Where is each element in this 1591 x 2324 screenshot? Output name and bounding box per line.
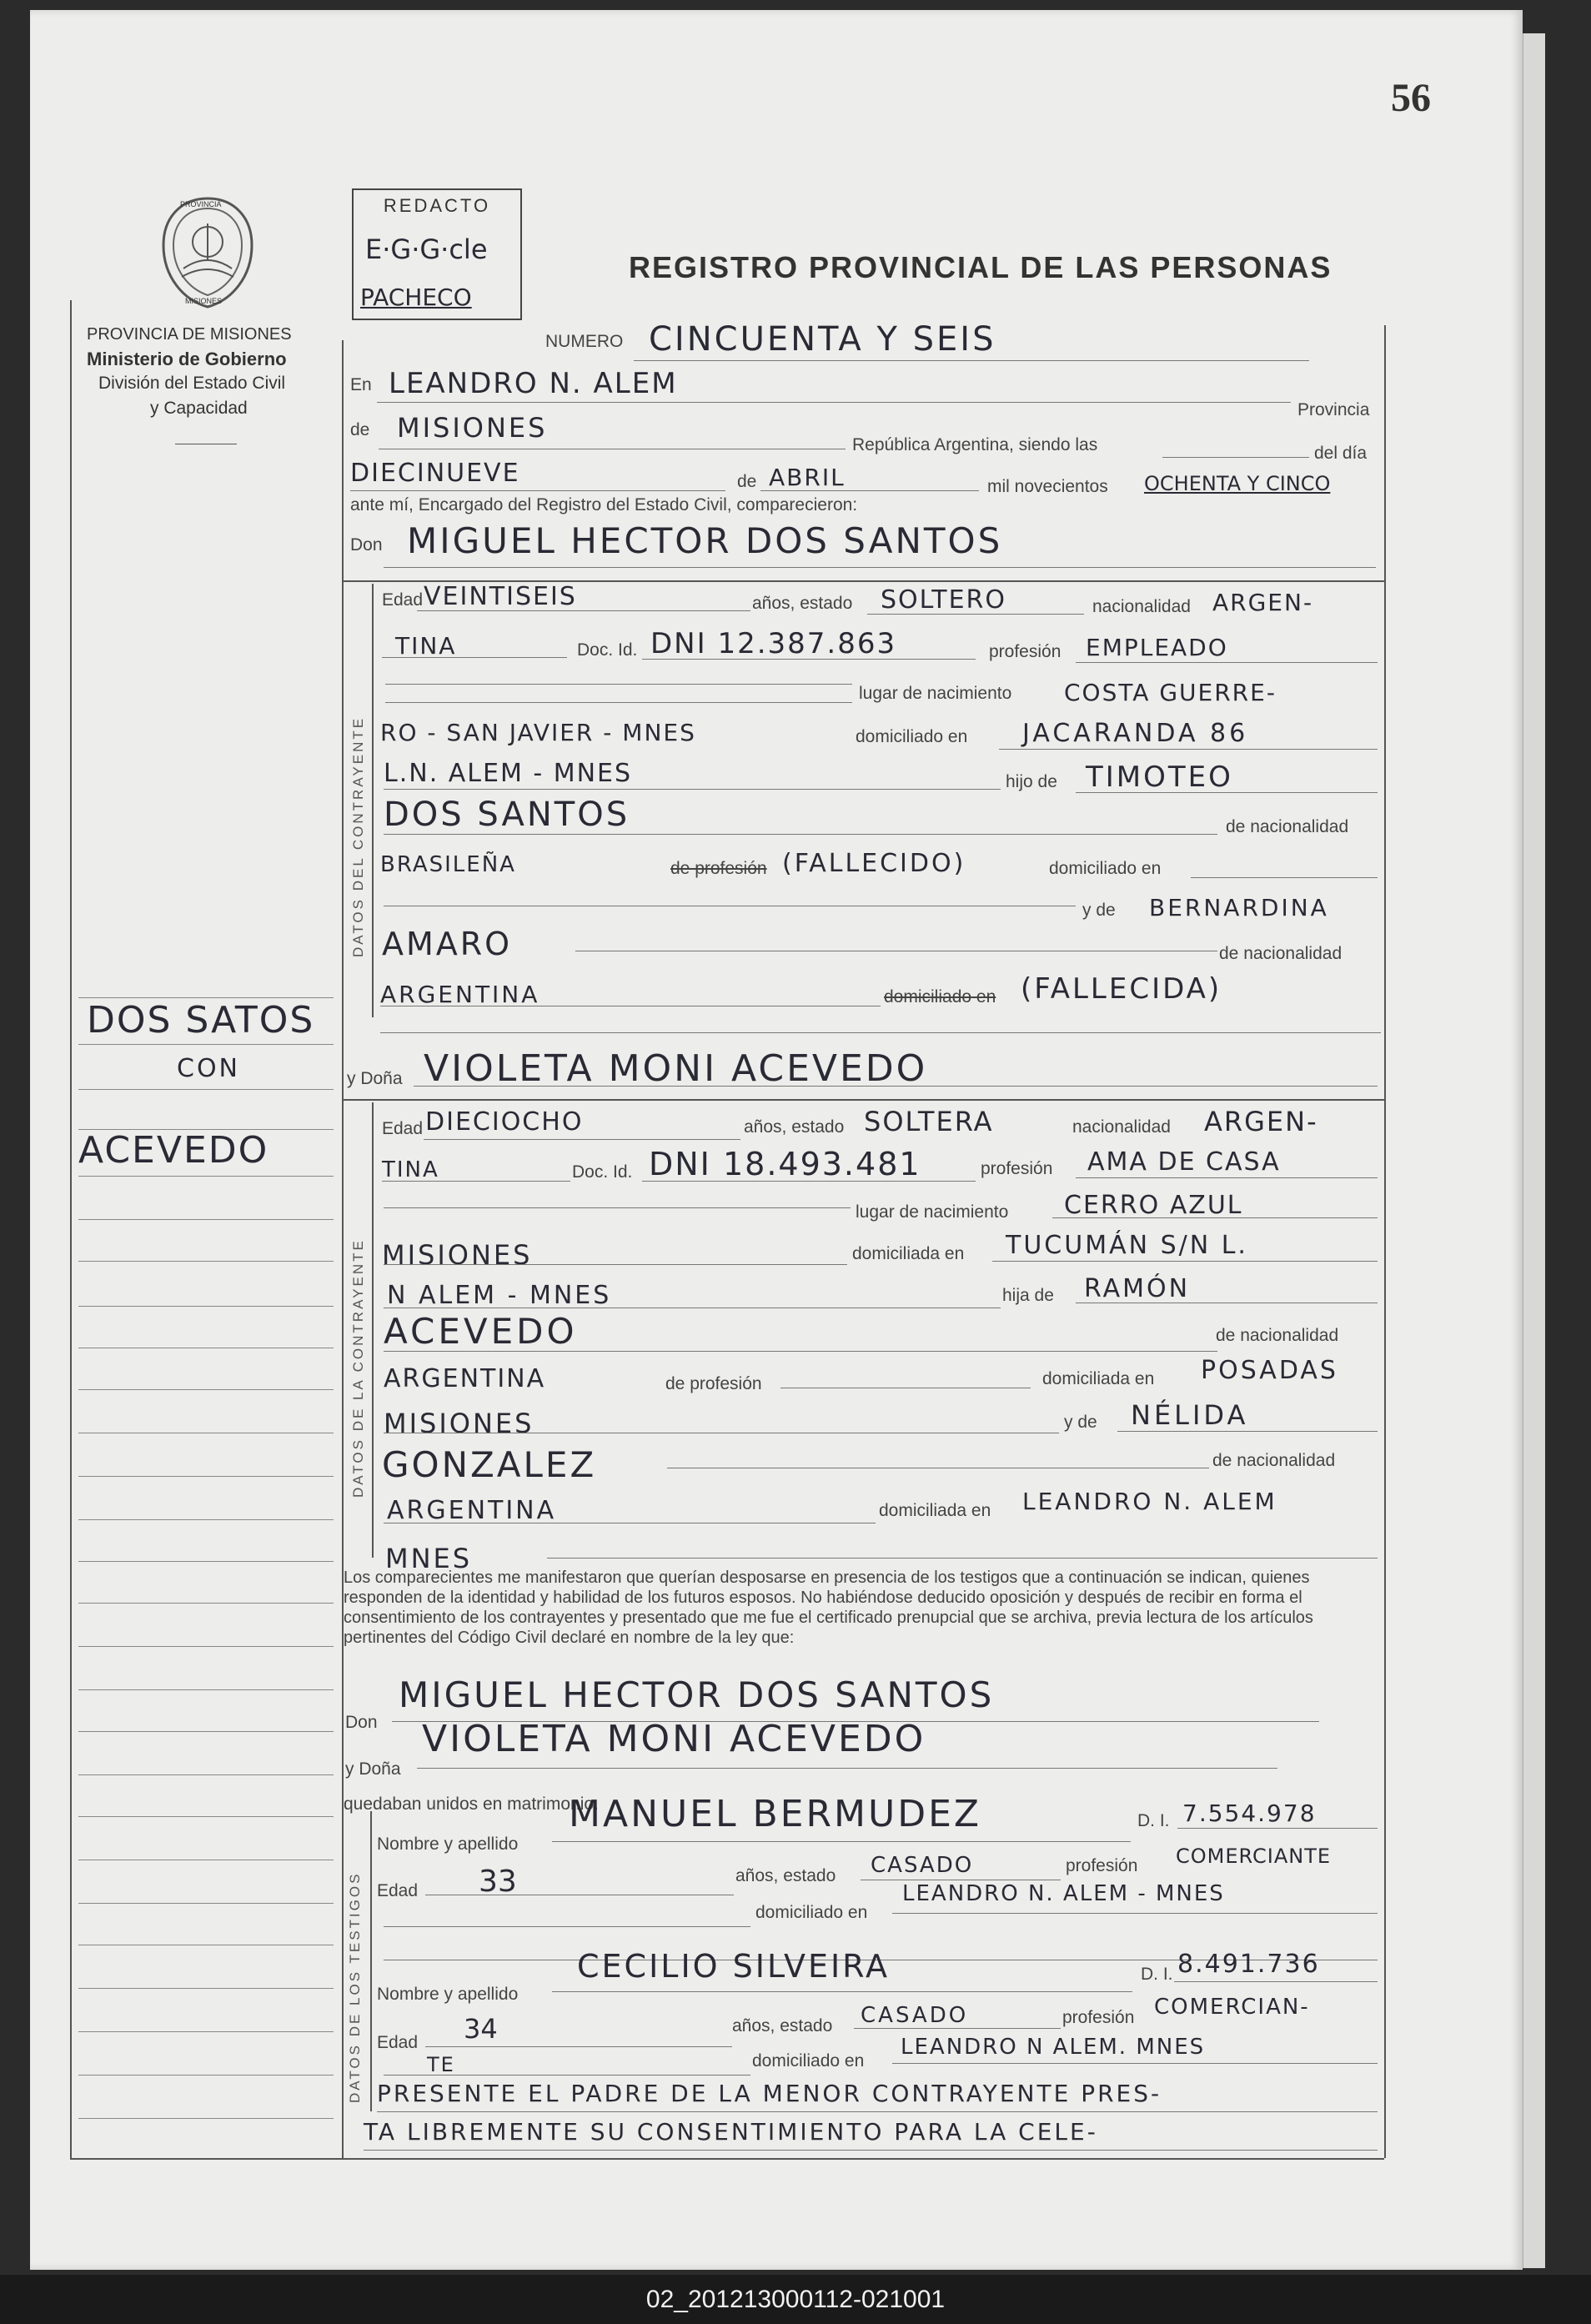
- page-number: 56: [1391, 76, 1431, 120]
- contrayente-bracket: [372, 584, 374, 1017]
- margin-line: [78, 1389, 334, 1390]
- c-padre-estado: (FALLECIDO): [782, 849, 966, 878]
- contrayente-side-label: DATOS DEL CONTRAYENTE: [350, 715, 366, 957]
- decl-dona-value: VIOLETA MONI ACEVEDO: [422, 1718, 926, 1760]
- de-value: MISIONES: [397, 412, 548, 444]
- anio-value: OCHENTA Y CINCO: [1144, 472, 1331, 495]
- mes-value: ABRIL: [769, 464, 846, 491]
- t1-prof-value: COMERCIANTE: [1176, 1845, 1332, 1868]
- f-hija-label: hija de: [1002, 1286, 1054, 1305]
- en-line: [377, 402, 1291, 403]
- c-de-prof-label: de profesión: [670, 859, 767, 878]
- margin-line: [78, 2118, 334, 2119]
- c-doc-value: DNI 12.387.863: [650, 627, 897, 660]
- c-edad-label: Edad: [382, 590, 424, 610]
- testigos-note-1: PRESENTE EL PADRE DE LA MENOR CONTRAYENTE PRES-: [377, 2080, 1162, 2107]
- dia-value: DIECINUEVE: [350, 459, 520, 488]
- t2-edad-line: [425, 2046, 732, 2047]
- margin-note-1: DOS SATOS: [87, 999, 315, 1042]
- c-de-nac-label: de nacionalidad: [1226, 817, 1349, 836]
- f-nac-label: nacionalidad: [1072, 1117, 1171, 1137]
- margin-line: [78, 1476, 334, 1477]
- c-dom-line: [999, 749, 1378, 750]
- margin-line: [78, 1261, 334, 1262]
- c-hijo-label: hijo de: [1006, 772, 1057, 791]
- f-estado-value: SOLTERA: [864, 1106, 994, 1137]
- t2-blank-line: [384, 2075, 750, 2076]
- t2-dom-value: LEANDRO N ALEM. MNES: [901, 2035, 1206, 2060]
- t1-di-label: D. I.: [1137, 1811, 1170, 1830]
- decl-dona-label: y Doña: [345, 1759, 401, 1779]
- t1-edad-label: Edad: [377, 1881, 419, 1900]
- frame-left: [70, 300, 72, 2158]
- f-dona-label: y Doña: [347, 1069, 403, 1088]
- f-padre-dom: POSADAS: [1201, 1356, 1338, 1385]
- numero-line: [634, 360, 1309, 361]
- t1-dom-label: domiciliado en: [755, 1903, 868, 1922]
- f-padre-value-2: ACEVEDO: [384, 1311, 578, 1352]
- f-dom2-label: domiciliada en: [1042, 1369, 1155, 1388]
- de-label: de: [350, 420, 370, 439]
- f-madre-nac-label: de nacionalidad: [1212, 1451, 1336, 1470]
- c-edad-value: VEINTISEIS: [424, 582, 577, 611]
- t1-edad-value: 33: [479, 1865, 517, 1899]
- del-dia-label: del día: [1314, 444, 1368, 463]
- c-dom2-label: domiciliado en: [1049, 859, 1162, 878]
- margin-line: [78, 1176, 334, 1177]
- t2-estado-line: [854, 2028, 1061, 2029]
- f-madre-value-1: NÉLIDA: [1131, 1399, 1249, 1431]
- t2-prof-value-2: TE: [427, 2053, 455, 2076]
- f-madre-nac: ARGENTINA: [387, 1496, 557, 1525]
- redacto-signature-2: PACHECO: [360, 284, 472, 311]
- f-blank-line: [384, 1207, 851, 1208]
- c-nac-label: nacionalidad: [1092, 597, 1191, 616]
- c-doc-line: [642, 659, 976, 660]
- contrayente-f-side-label: DATOS DE LA CONTRAYENTE: [350, 1238, 366, 1498]
- f-lugar-line: [1052, 1217, 1378, 1218]
- c-padre-line: [1076, 792, 1378, 793]
- f-dona-value: VIOLETA MONI ACEVEDO: [424, 1047, 928, 1090]
- c-madre-dom-label: domiciliado en: [884, 987, 996, 1006]
- c-lugar-line: [385, 702, 852, 703]
- c-padre-value-2: DOS SANTOS: [384, 796, 630, 834]
- f-dona-line: [414, 1086, 1378, 1087]
- testigos-bracket: [370, 1811, 372, 2111]
- t1-nombre-value: MANUEL BERMUDEZ: [569, 1793, 982, 1835]
- t2-estado-value: CASADO: [861, 2003, 969, 2028]
- f-lugar-value-2: MISIONES: [382, 1239, 533, 1271]
- frame-mid: [342, 340, 344, 2158]
- margin-line: [78, 997, 334, 998]
- margin-line: [78, 2075, 334, 2076]
- c-nac-value-2: TINA: [395, 632, 457, 660]
- don-value: MIGUEL HECTOR DOS SANTOS: [407, 520, 1003, 561]
- don-label: Don: [350, 535, 383, 555]
- seal-bottom-text: MISIONES: [185, 297, 223, 305]
- f-lugar-label: lugar de nacimiento: [856, 1202, 1009, 1222]
- margin-line: [78, 1903, 334, 1904]
- margin-line: [78, 1774, 334, 1775]
- margin-line: [78, 1561, 334, 1562]
- t2-di-line: [1174, 1981, 1378, 1982]
- f-madre-dom-2: MNES: [385, 1543, 473, 1574]
- f-padre-nac: ARGENTINA: [384, 1364, 546, 1393]
- margin-line: [78, 1519, 334, 1520]
- margin-line: [78, 1219, 334, 1220]
- capacity-label: y Capacidad: [150, 399, 248, 418]
- t2-anios-label: años, estado: [732, 2016, 833, 2035]
- c-madre-estado: (FALLECIDA): [1021, 972, 1222, 1006]
- margin-line: [78, 1306, 334, 1307]
- section-divider-2: [342, 1099, 1384, 1101]
- province-label: PROVINCIA DE MISIONES: [87, 325, 292, 344]
- t2-dom-label: domiciliado en: [752, 2051, 865, 2071]
- t1-di-line: [1177, 1828, 1378, 1829]
- c-anios-label: años, estado: [752, 594, 853, 613]
- note-line-2: [364, 2150, 1378, 2151]
- f-doc-value: DNI 18.493.481: [649, 1146, 921, 1182]
- f-padre-dom-2: MISIONES: [384, 1408, 535, 1439]
- f-madre-line: [1117, 1431, 1378, 1432]
- provincia-label: Provincia: [1297, 400, 1370, 419]
- t2-edad-label: Edad: [377, 2033, 419, 2052]
- t1-anios-label: años, estado: [735, 1866, 836, 1885]
- f-lugar2-line: [384, 1264, 847, 1265]
- c-dom2-blank-line: [1191, 877, 1378, 878]
- t1-estado-value: CASADO: [871, 1853, 974, 1878]
- numero-value: CINCUENTA Y SEIS: [649, 320, 996, 359]
- c-padre-value-1: TIMOTEO: [1086, 760, 1233, 794]
- declaration-text: Los comparecientes me manifestaron que querían desposarse en presencia de los testigos que a continuación se indican, quienes responden de la identidad y habilidad de los futuros esposos. No habiéndose deducido oposición y después de recibir en forma el consentimiento de los contrayentes y presentado que me fue el certificado prenupcial que se archiva, previa lectura de los artículos pertinentes del Código Civil declaré en nombre de la ley que:: [344, 1569, 1313, 1647]
- seal-top-text: PROVINCIA: [180, 200, 222, 208]
- c-madre-value-1: BERNARDINA: [1149, 894, 1329, 921]
- f-doc-line: [642, 1181, 976, 1182]
- coat-of-arms-seal: [158, 193, 257, 310]
- t2-dom-line: [892, 2063, 1378, 2064]
- margin-line: [78, 1129, 334, 1130]
- f-nac-line: [382, 1181, 570, 1182]
- de-mes-label: de: [737, 472, 757, 491]
- document-title: REGISTRO PROVINCIAL DE LAS PERSONAS: [629, 250, 1333, 284]
- t2-prof-label: profesión: [1062, 2008, 1135, 2027]
- f-edad-label: Edad: [382, 1119, 424, 1138]
- t2-di-label: D. I.: [1141, 1965, 1173, 1984]
- f-dom-label: domiciliada en: [852, 1244, 965, 1263]
- c-estado-value: SOLTERO: [881, 585, 1006, 615]
- margin-line: [78, 1089, 334, 1090]
- f-madre-dom-label: domiciliada en: [879, 1501, 991, 1520]
- margin-line: [78, 1816, 334, 1817]
- hora-line: [1162, 457, 1309, 458]
- frame-bottom: [70, 2158, 1384, 2160]
- en-value: LEANDRO N. ALEM: [389, 367, 678, 400]
- t2-nombre-line: [552, 1991, 1132, 1992]
- f-padre-value-1: RAMÓN: [1084, 1274, 1191, 1303]
- f-anios-label: años, estado: [744, 1117, 845, 1137]
- mil-label: mil novecientos: [987, 477, 1108, 496]
- c-padre2-line: [384, 834, 1217, 835]
- mes-line: [760, 490, 979, 491]
- f-nac-value-1: ARGEN-: [1204, 1106, 1318, 1137]
- scan-caption: 02_201213000112-021001: [0, 2275, 1591, 2324]
- c-dom-value-1: JACARANDA 86: [1022, 719, 1249, 748]
- c-edad-line: [417, 610, 750, 611]
- testigos-side-label: DATOS DE LOS TESTIGOS: [347, 1871, 363, 2103]
- redacto-box: [352, 188, 522, 320]
- c-padre-nac: BRASILEÑA: [380, 852, 516, 877]
- c-blank-line: [385, 684, 852, 685]
- t1-prof-label: profesión: [1066, 1856, 1138, 1875]
- c-dom2-line: [384, 789, 1001, 790]
- f-prof-value: AMA DE CASA: [1087, 1147, 1281, 1177]
- ante-label: ante mí, Encargado del Registro del Estado Civil, comparecieron:: [350, 495, 858, 514]
- t1-nombre-label: Nombre y apellido: [377, 1835, 519, 1854]
- en-label: En: [350, 375, 372, 394]
- t2-prof-value-1: COMERCIAN-: [1154, 1995, 1310, 2020]
- dia-line: [350, 490, 725, 491]
- decl-don-value: MIGUEL HECTOR DOS SANTOS: [399, 1674, 995, 1715]
- c-nac-value-1: ARGEN-: [1212, 589, 1314, 616]
- f-edad-value: DIECIOCHO: [425, 1107, 584, 1137]
- margin-line: [78, 2031, 334, 2032]
- f-edad-line: [424, 1139, 740, 1140]
- f-madre-dom2-line: [547, 1558, 1378, 1559]
- c-madre-nac: ARGENTINA: [380, 981, 540, 1008]
- ministry-label: Ministerio de Gobierno: [87, 349, 287, 369]
- page-edge: [1523, 33, 1545, 2268]
- redacto-label: REDACTO: [383, 195, 491, 216]
- redacto-signature-1: E·G·G·cle: [365, 233, 488, 265]
- f-dom-value-1: TUCUMÁN S/N L.: [1006, 1231, 1248, 1260]
- c-prof-label: profesión: [989, 642, 1062, 661]
- c-estado-line: [867, 614, 1084, 615]
- f-lugar-value: CERRO AZUL: [1064, 1191, 1243, 1220]
- c-end-line: [380, 1032, 1381, 1033]
- c-dom-value-2: L.N. ALEM - MNES: [384, 759, 633, 788]
- margin-line: [78, 1044, 334, 1045]
- c-madre-value-2: AMARO: [382, 926, 513, 962]
- c-nac-line: [382, 657, 567, 658]
- c-y-de-label: y de: [1082, 901, 1116, 920]
- numero-label: NUMERO: [545, 332, 624, 351]
- division-label: División del Estado Civil: [98, 374, 286, 393]
- margin-line: [78, 1603, 334, 1604]
- note-line-1: [377, 2111, 1378, 2112]
- c-lugar-value-2: RO - SAN JAVIER - MNES: [380, 719, 696, 746]
- margin-line: [78, 1988, 334, 1989]
- f-de-prof-label: de profesión: [665, 1374, 762, 1393]
- testigos-note-2: TA LIBREMENTE SU CONSENTIMIENTO PARA LA CELE-: [364, 2118, 1098, 2146]
- margin-line: [78, 1731, 334, 1732]
- t1-blank-line: [384, 1926, 750, 1927]
- margin-line: [78, 1646, 334, 1647]
- t2-nombre-value: CECILIO SILVEIRA: [577, 1948, 891, 1985]
- f-nac-value-2: TINA: [382, 1157, 439, 1182]
- t1-di-value: 7.554.978: [1182, 1799, 1317, 1827]
- f-prof-line: [1076, 1177, 1378, 1178]
- f-padre2-line: [384, 1351, 1217, 1352]
- t1-dom-value: LEANDRO N. ALEM - MNES: [902, 1881, 1225, 1906]
- c-prof-value: EMPLEADO: [1086, 634, 1228, 661]
- margin-note-2: CON: [177, 1054, 241, 1083]
- t1-nombre-line: [552, 1841, 1131, 1842]
- f-dom-line: [992, 1261, 1378, 1262]
- c-doc-label: Doc. Id.: [577, 640, 638, 660]
- decl-don-label: Don: [345, 1713, 378, 1732]
- f-prof-label: profesión: [981, 1159, 1053, 1178]
- f-y-de-label: y de: [1064, 1413, 1097, 1432]
- t2-edad-value: 34: [464, 2013, 498, 2045]
- republica-label: República Argentina, siendo las: [852, 435, 1098, 454]
- c-prof-line: [1076, 662, 1378, 663]
- don-line: [384, 567, 1376, 568]
- c-madre-nac-label: de nacionalidad: [1219, 944, 1343, 963]
- contrayente-f-bracket: [372, 1102, 374, 1558]
- margin-note-3: ACEVEDO: [78, 1129, 269, 1172]
- c-lugar-value-1: COSTA GUERRE-: [1064, 679, 1277, 706]
- f-madre-dom-1: LEANDRO N. ALEM: [1022, 1488, 1277, 1515]
- t2-nombre-label: Nombre y apellido: [377, 1985, 519, 2004]
- decl-unidos: quedaban unidos en matrimonio.: [344, 1794, 599, 1814]
- f-dom-value-2: N ALEM - MNES: [387, 1281, 612, 1310]
- f-madre-value-2: GONZALEZ: [382, 1444, 597, 1485]
- f-doc-label: Doc. Id.: [572, 1162, 633, 1182]
- frame-right: [1384, 325, 1386, 2158]
- f-de-nac-label: de nacionalidad: [1216, 1326, 1339, 1345]
- t1-dom-line: [892, 1913, 1378, 1914]
- decl-dona-line: [417, 1768, 1277, 1769]
- c-lugar-label: lugar de nacimiento: [859, 684, 1012, 703]
- margin-line: [78, 1689, 334, 1690]
- c-dom-label: domiciliado en: [856, 727, 968, 746]
- t2-di-value: 8.491.736: [1177, 1950, 1320, 1979]
